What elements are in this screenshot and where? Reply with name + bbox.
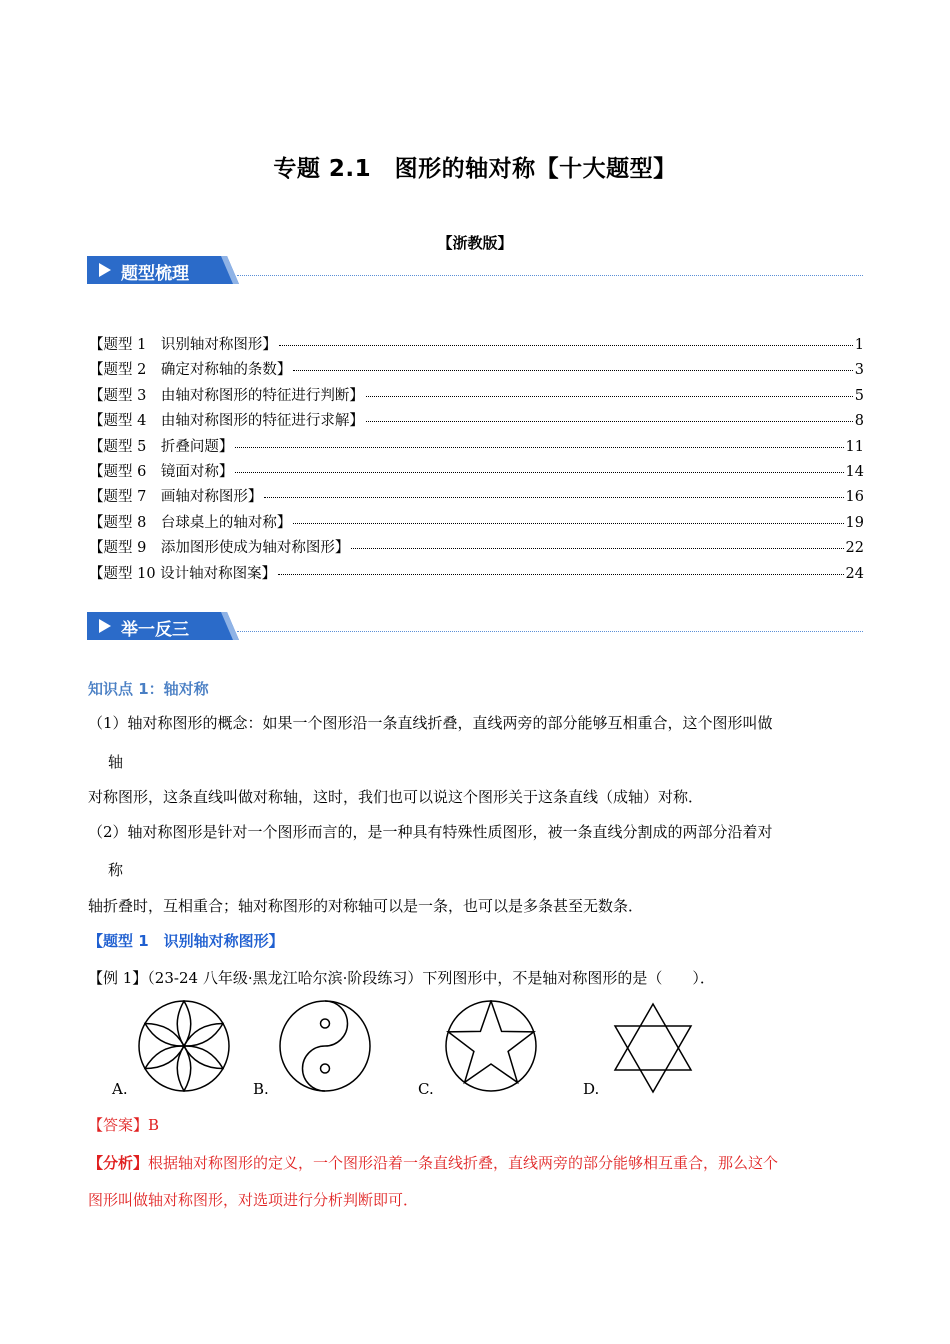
banner-divider [237, 275, 863, 276]
answer-tag: 【答案】 [88, 1116, 149, 1134]
toc-item-1[interactable]: 【题型 1 识别轴对称图形】 1 [89, 337, 864, 353]
toc-item-7[interactable]: 【题型 7 画轴对称图形】 16 [89, 489, 864, 506]
analysis-line2: 图形叫做轴对称图形，对选项进行分析判断即可． [88, 1191, 419, 1209]
toc-item-10[interactable]: 【题型 10 设计轴对称图案】 24 [89, 565, 864, 582]
type1-title: 【题型 1 识别轴对称图形】 [88, 932, 284, 950]
example-1-text: 【例 1】（23-24 八年级·黑龙江哈尔滨·阶段练习）下列图形中，不是轴对称图形的是（ ）． [88, 969, 715, 987]
star-in-circle-icon [445, 1000, 537, 1092]
yin-yang-icon [279, 1000, 371, 1092]
knowledge-p2-line3: 轴折叠时，互相重合；轴对称图形的对称轴可以是一条，也可以是多条甚至无数条． [88, 897, 644, 915]
banner-toc [87, 256, 863, 284]
toc-item-4[interactable]: 【题型 4 由轴对称图形的特征进行求解】 8 [89, 413, 864, 430]
table-of-contents [89, 333, 864, 587]
flower-of-life-icon [138, 1000, 230, 1092]
toc-item-3[interactable]: 【题型 3 由轴对称图形的特征进行判断】 5 [89, 387, 864, 404]
knowledge-p1-line1: （1）轴对称图形的概念：如果一个图形沿一条直线折叠，直线两旁的部分能够互相重合，这个图形叫做 [88, 714, 773, 732]
banner-examples [87, 612, 863, 640]
banner-divider [237, 631, 863, 632]
analysis-text-1: 根据轴对称图形的定义，一个图形沿着一条直线折叠，直线两旁的部分能够相互重合，那么这个 [148, 1154, 779, 1172]
page-title: 专题 2.1 图形的轴对称【十大题型】 [273, 156, 677, 182]
edition-label: 【浙教版】 [437, 234, 513, 252]
knowledge-p1-line2: 轴 [108, 753, 124, 771]
option-c-label: C. [418, 1080, 434, 1098]
analysis-tag: 【分析】 [88, 1154, 149, 1172]
toc-item-5[interactable]: 【题型 5 折叠问题】 11 [89, 438, 864, 455]
knowledge-p1-line3: 对称图形，这条直线叫做对称轴，这时，我们也可以说这个图形关于这条直线（成轴）对称． [88, 788, 704, 806]
analysis-line1 [88, 1153, 864, 1173]
banner-examples-text: 举一反三 [121, 620, 189, 640]
knowledge-p2-line2: 称 [108, 861, 124, 879]
answer-line [88, 1115, 864, 1135]
answer-value: B [148, 1116, 160, 1134]
toc-item-2[interactable]: 【题型 2 确定对称轴的条数】 3 [89, 362, 864, 379]
option-a-label: A. [112, 1080, 128, 1098]
toc-item-8[interactable]: 【题型 8 台球桌上的轴对称】 19 [89, 514, 864, 531]
banner-toc-text: 题型梳理 [121, 264, 189, 284]
option-b-label: B. [253, 1080, 269, 1098]
knowledge-p2-line1: （2）轴对称图形是针对一个图形而言的，是一种具有特殊性质图形，被一条直线分割成的两部分沿着对 [88, 823, 773, 841]
toc-item-6[interactable]: 【题型 6 镜面对称】 14 [89, 463, 864, 480]
hexagram-icon [607, 1000, 699, 1096]
option-d-label: D. [583, 1080, 600, 1098]
knowledge-point-title: 知识点 1：轴对称 [88, 680, 209, 698]
toc-item-9[interactable]: 【题型 9 添加图形使成为轴对称图形】 22 [89, 540, 864, 557]
